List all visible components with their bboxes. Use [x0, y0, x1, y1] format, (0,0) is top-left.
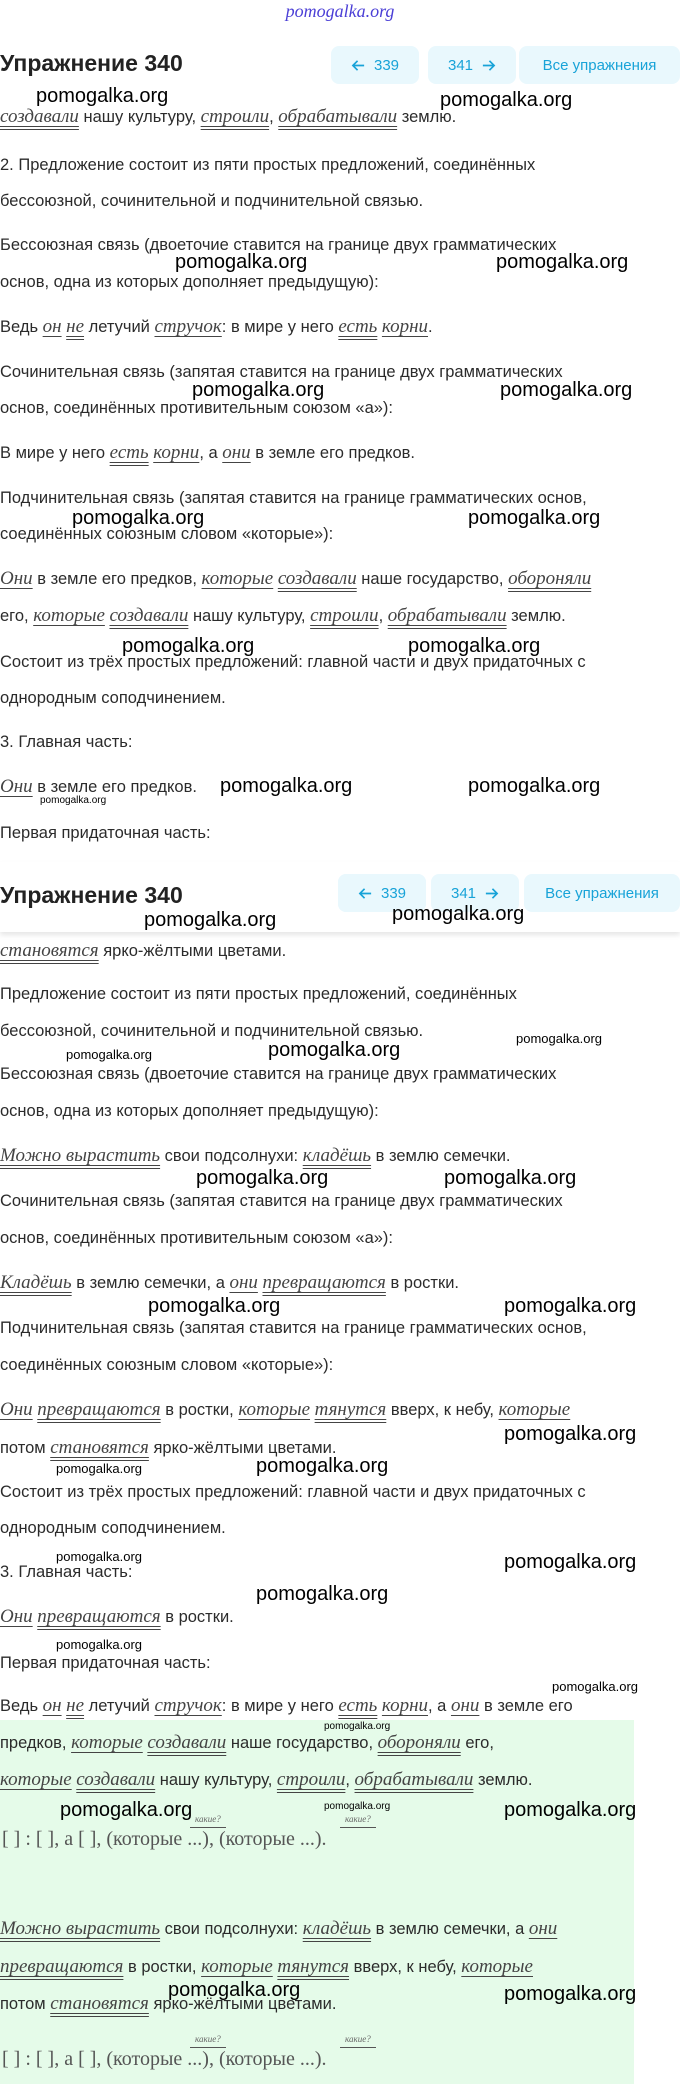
text: землю.: [506, 607, 566, 625]
text: ярко-жёлтыми цветами.: [148, 1995, 337, 2013]
arrow-right-icon: [484, 886, 499, 901]
watermark: pomogalka.org: [60, 1799, 193, 1821]
paragraph: Сочинительная связь (запятая ставится на границе двух грамматических: [0, 1192, 563, 1210]
paragraph: бессоюзной, сочинительной и подчинительной связью.: [0, 1022, 424, 1040]
subject: которые: [201, 1956, 273, 1977]
all-exercises-button[interactable]: [519, 46, 680, 84]
text: в ростки.: [385, 1274, 459, 1292]
subject: Они: [0, 1606, 33, 1627]
subject: которые: [201, 568, 274, 589]
paragraph: Бессоюзная связь (двоеточие ставится на границе двух грамматических: [0, 1065, 557, 1083]
predicate: становятся: [50, 1993, 149, 2014]
predicate: создавали: [0, 106, 79, 127]
watermark: pomogalka.org: [148, 1295, 281, 1317]
text: свои подсолнухи:: [160, 1920, 303, 1938]
subject: Они: [0, 568, 33, 589]
example-sentence: [0, 316, 680, 338]
paragraph: Предложение состоит из пяти простых предложений, соединённых: [0, 985, 517, 1003]
watermark: pomogalka.org: [56, 1461, 142, 1476]
text: летучий: [84, 318, 155, 336]
subject: стручок: [154, 316, 222, 337]
paragraph: основ, одна из которых дополняет предыдущую):: [0, 1102, 379, 1120]
subject: которые: [71, 1732, 143, 1753]
predicate: обороняли: [377, 1732, 461, 1753]
watermark: pomogalka.org: [56, 1637, 142, 1652]
prev-exercise-button[interactable]: [331, 46, 419, 84]
question-label: какие?: [345, 1814, 371, 1824]
text: .: [428, 318, 433, 336]
text: ,: [378, 607, 388, 625]
predicate: превращаются: [37, 1399, 161, 1420]
paragraph: однородным соподчинением.: [0, 1519, 226, 1537]
paragraph: однородным соподчинением.: [0, 689, 226, 707]
answer-sentence: [0, 1956, 680, 1978]
question-label: какие?: [345, 2034, 371, 2044]
watermark: pomogalka.org: [66, 1047, 152, 1062]
text: , а: [428, 1697, 451, 1715]
text: В мире у него: [0, 444, 110, 462]
text: , а: [199, 444, 223, 462]
text: в ростки,: [160, 1401, 239, 1419]
subject: они: [222, 442, 251, 463]
paragraph: соединённых союзным словом «которые»):: [0, 1356, 334, 1374]
watermark: pomogalka.org: [144, 909, 277, 931]
paragraph: Бессоюзная связь (двоеточие ставится на границе двух грамматических: [0, 236, 557, 254]
paragraph: бессоюзной, сочинительной и подчинительной связью.: [0, 192, 424, 210]
subject: которые: [498, 1399, 571, 1420]
watermark: pomogalka.org: [168, 1979, 301, 2001]
subject: корни: [381, 316, 429, 337]
subject: они: [450, 1695, 480, 1716]
watermark: pomogalka.org: [40, 795, 107, 806]
text: ,: [269, 108, 279, 126]
text: Ведь: [0, 318, 43, 336]
text: потом: [0, 1439, 51, 1457]
paragraph: основ, соединённых противительным союзом «а»):: [0, 1229, 394, 1247]
predicate: создавали: [109, 605, 189, 626]
text: в землю семечки, а: [371, 1920, 529, 1938]
text: ,: [345, 1771, 355, 1789]
sentence-schema: [ ] : [ ], а [ ], (которые ...), (которые ...).: [2, 1828, 327, 1850]
subject: корни: [153, 442, 200, 463]
text: в землю семечки, а: [71, 1274, 230, 1292]
predicate: становятся: [50, 1437, 149, 1458]
predicate: кладёшь: [302, 1145, 372, 1166]
watermark: pomogalka.org: [504, 1295, 637, 1317]
watermark: pomogalka.org: [552, 1679, 638, 1694]
watermark: pomogalka.org: [408, 635, 541, 657]
watermark: pomogalka.org: [324, 1801, 391, 1812]
predicate: превращаются: [37, 1606, 161, 1627]
example-sentence: [0, 1145, 680, 1167]
arrow-left-icon: [351, 58, 366, 73]
text: летучий: [84, 1697, 155, 1715]
exercise-header-sticky: [0, 862, 680, 932]
watermark: pomogalka.org: [496, 251, 629, 273]
paragraph: Состоит из трёх простых предложений: главной части и двух придаточных с: [0, 653, 586, 671]
predicate: Можно вырастить: [0, 1918, 161, 1939]
all-exercises-label: Все упражнения: [545, 884, 659, 902]
subject: корни: [381, 1695, 429, 1716]
text: вверх, к небу,: [349, 1958, 462, 1976]
predicate: Кладёшь: [0, 1272, 72, 1293]
paragraph: 3. Главная часть:: [0, 733, 133, 751]
all-exercises-button[interactable]: [524, 874, 680, 912]
watermark: pomogalka.org: [175, 251, 308, 273]
text: нашу культуру,: [78, 108, 201, 126]
predicate: строили: [276, 1769, 346, 1790]
subject: он: [42, 1695, 62, 1716]
text: наше государство,: [356, 570, 509, 588]
example-sentence: [0, 1272, 680, 1294]
answer-sentence: [0, 1769, 680, 1791]
example-sentence: [0, 1399, 680, 1421]
predicate: превращаются: [0, 1956, 124, 1977]
subject: Они: [0, 776, 33, 797]
analysis-line: [0, 106, 680, 128]
watermark: pomogalka.org: [122, 635, 255, 657]
paragraph: Подчинительная связь (запятая ставится на границе грамматических основ,: [0, 489, 587, 507]
site-logo[interactable]: pomogalka.org: [285, 1, 395, 21]
predicate: есть: [109, 442, 149, 463]
paragraph: Сочинительная связь (запятая ставится на границе двух грамматических: [0, 363, 563, 381]
text: свои подсолнухи:: [160, 1147, 303, 1165]
text: ярко-жёлтыми цветами.: [148, 1439, 337, 1457]
watermark: pomogalka.org: [196, 1167, 329, 1189]
paragraph: 2. Предложение состоит из пяти простых предложений, соединённых: [0, 156, 536, 174]
prev-exercise-label: 339: [380, 884, 407, 902]
sentence-schema: [ ] : [ ], а [ ], (которые ...), (которые ...).: [2, 2048, 327, 2070]
arrow-line: [340, 2047, 376, 2048]
watermark: pomogalka.org: [516, 1031, 602, 1046]
predicate: создавали: [277, 568, 357, 589]
watermark: pomogalka.org: [468, 775, 601, 797]
text: в землю семечки.: [371, 1147, 511, 1165]
example-sentence: [0, 605, 680, 627]
predicate: не: [66, 316, 85, 337]
arrow-line: [340, 1827, 376, 1828]
text: его,: [460, 1734, 494, 1752]
analysis-line: [0, 940, 680, 962]
text: в ростки,: [123, 1958, 202, 1976]
subject: которые: [33, 605, 105, 626]
text: предков,: [0, 1734, 72, 1752]
predicate: обороняли: [508, 568, 592, 589]
all-exercises-label: Все упражнения: [542, 56, 657, 74]
paragraph: Первая придаточная часть:: [0, 824, 211, 842]
predicate: обрабатывали: [278, 106, 398, 127]
predicate: тянутся: [314, 1399, 387, 1420]
arrow-right-icon: [481, 58, 496, 73]
watermark: pomogalka.org: [504, 1423, 637, 1445]
text: Ведь: [0, 1697, 43, 1715]
text: в земле его предков.: [32, 778, 197, 796]
next-exercise-button[interactable]: [428, 46, 516, 84]
text: землю.: [473, 1771, 533, 1789]
text: его,: [0, 607, 34, 625]
watermark: pomogalka.org: [444, 1167, 577, 1189]
predicate: строили: [200, 106, 270, 127]
text: в ростки.: [160, 1608, 234, 1626]
next-exercise-label: 341: [447, 56, 474, 74]
watermark: pomogalka.org: [504, 1551, 637, 1573]
paragraph: Состоит из трёх простых предложений: главной части и двух придаточных с: [0, 1483, 586, 1501]
watermark: pomogalka.org: [72, 507, 205, 529]
text: нашу культуру,: [188, 607, 311, 625]
arrow-left-icon: [358, 886, 373, 901]
text: ярко-жёлтыми цветами.: [98, 942, 287, 960]
predicate: кладёшь: [302, 1918, 372, 1939]
paragraph: 3. Главная часть:: [0, 1563, 133, 1581]
subject: он: [42, 316, 62, 337]
watermark: pomogalka.org: [468, 507, 601, 529]
predicate: не: [66, 1695, 85, 1716]
predicate: тянутся: [277, 1956, 350, 1977]
text: в земле его: [479, 1697, 573, 1715]
answer-sentence: [0, 1732, 680, 1754]
watermark: pomogalka.org: [56, 1549, 142, 1564]
watermark: pomogalka.org: [192, 379, 325, 401]
page-title: Упражнение 340: [0, 882, 183, 908]
text: землю.: [397, 108, 457, 126]
predicate: превращаются: [262, 1272, 386, 1293]
predicate: создавали: [76, 1769, 156, 1790]
subject: Они: [0, 1399, 33, 1420]
subject: которые: [461, 1956, 533, 1977]
predicate: есть: [338, 1695, 378, 1716]
answer-sentence: [0, 1918, 680, 1940]
text: в земле его предков,: [32, 570, 202, 588]
paragraph: Первая придаточная часть:: [0, 1654, 211, 1672]
example-sentence: [0, 1606, 680, 1628]
paragraph: основ, соединённых противительным союзом «а»):: [0, 399, 394, 417]
predicate: обрабатывали: [354, 1769, 474, 1790]
paragraph: основ, одна из которых дополняет предыдущую):: [0, 273, 379, 291]
watermark: pomogalka.org: [500, 379, 633, 401]
example-sentence: [0, 568, 680, 590]
paragraph: Подчинительная связь (запятая ставится на границе грамматических основ,: [0, 1319, 587, 1337]
watermark: pomogalka.org: [256, 1455, 389, 1477]
watermark: pomogalka.org: [440, 89, 573, 111]
answer-sentence: [0, 1695, 680, 1717]
text: : в мире у него: [221, 1697, 339, 1715]
text: в земле его предков.: [250, 444, 415, 462]
watermark: pomogalka.org: [268, 1039, 401, 1061]
subject: которые: [238, 1399, 311, 1420]
text: потом: [0, 1995, 51, 2013]
text: нашу культуру,: [155, 1771, 277, 1789]
watermark: pomogalka.org: [256, 1583, 389, 1605]
text: вверх, к небу,: [386, 1401, 499, 1419]
text: наше государство,: [226, 1734, 378, 1752]
subject: они: [528, 1918, 558, 1939]
predicate: строили: [310, 605, 379, 626]
subject: они: [229, 1272, 258, 1293]
predicate: есть: [338, 316, 378, 337]
paragraph: соединённых союзным словом «которые»):: [0, 525, 334, 543]
watermark: pomogalka.org: [220, 775, 353, 797]
next-exercise-label: 341: [450, 884, 477, 902]
watermark: pomogalka.org: [504, 1983, 637, 2005]
watermark: pomogalka.org: [324, 1721, 391, 1732]
watermark: pomogalka.org: [36, 85, 169, 107]
page-title: Упражнение 340: [0, 50, 183, 76]
example-sentence: [0, 442, 680, 464]
text: : в мире у него: [221, 318, 339, 336]
subject: стручок: [154, 1695, 222, 1716]
predicate: создавали: [147, 1732, 227, 1753]
question-label: какие?: [195, 2034, 221, 2044]
predicate: Можно вырастить: [0, 1145, 161, 1166]
question-label: какие?: [195, 1814, 221, 1824]
watermark: pomogalka.org: [392, 903, 525, 925]
predicate: обрабатывали: [387, 605, 507, 626]
watermark: pomogalka.org: [504, 1799, 637, 1821]
subject: которые: [0, 1769, 72, 1790]
predicate: становятся: [0, 940, 99, 961]
prev-exercise-label: 339: [373, 56, 400, 74]
